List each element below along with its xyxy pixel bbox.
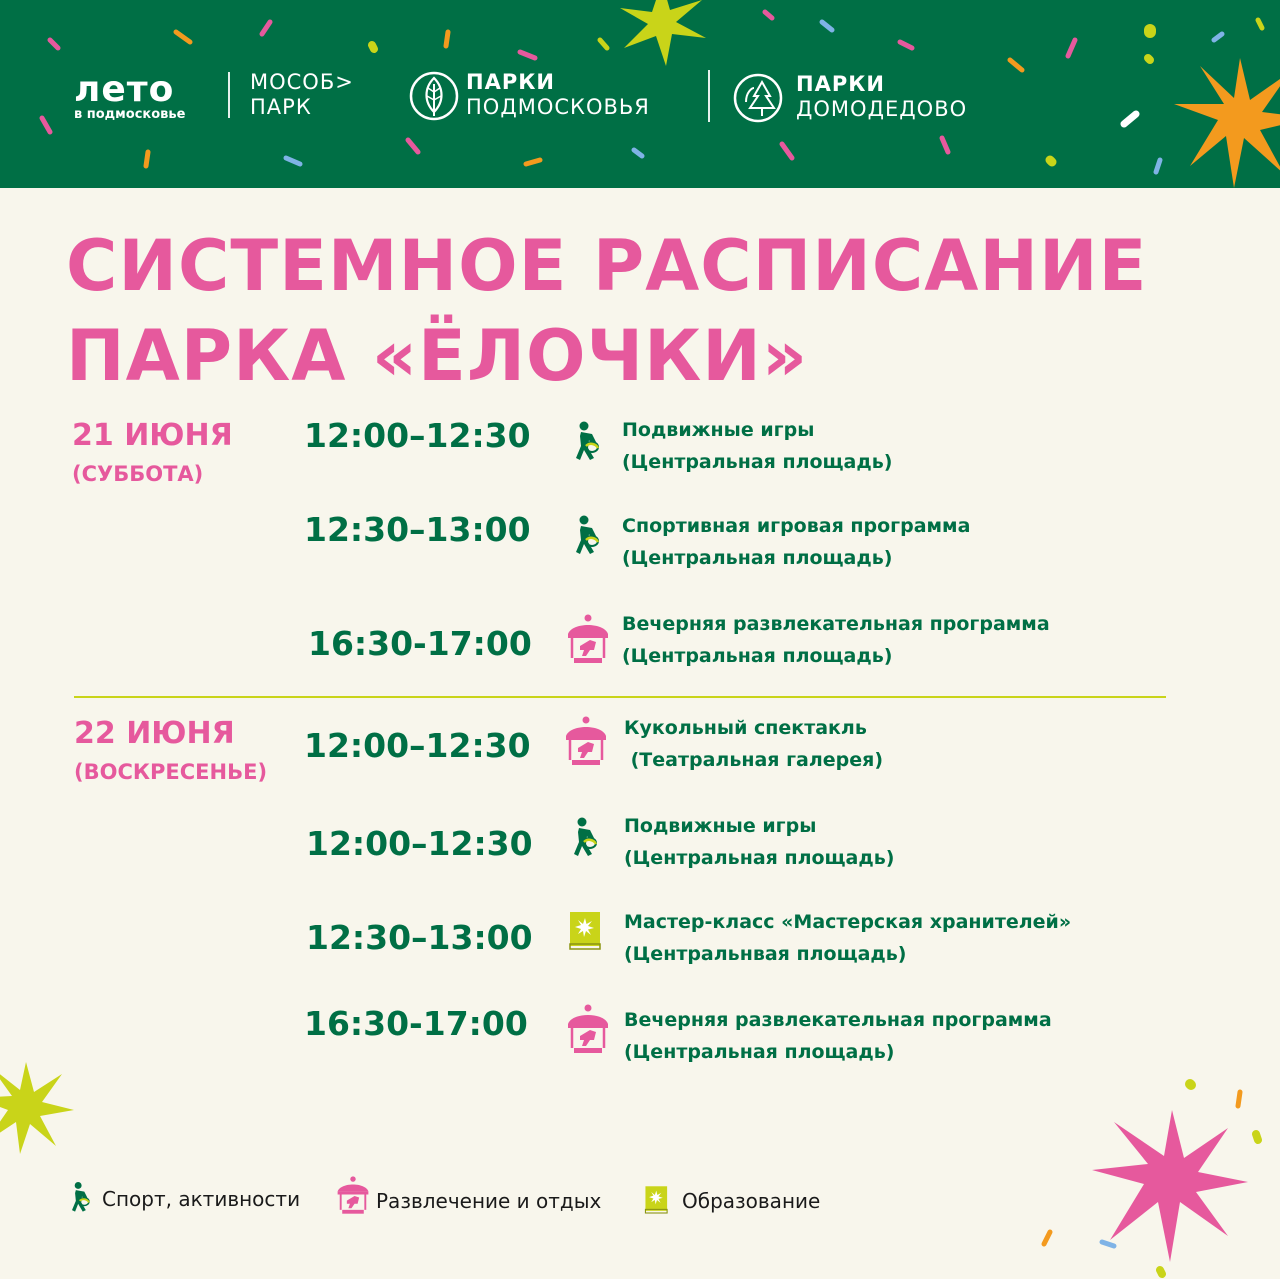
event-place: (Центральная площадь) — [624, 847, 895, 869]
education-book-icon — [568, 910, 604, 952]
event-place: (Центральная площадь) — [622, 451, 893, 473]
legend-entertainment-label: Развлечение и отдых — [376, 1189, 602, 1213]
leaf-icon — [408, 70, 460, 122]
event-time: 12:00–12:30 — [304, 726, 531, 765]
tree-icon — [732, 72, 784, 124]
day-date: 21 ИЮНЯ — [72, 418, 233, 453]
event-name: Подвижные игры — [622, 419, 815, 441]
mosoblpark-line2: ПАРК — [250, 95, 312, 119]
parki-domodedovo-logo — [796, 72, 967, 122]
parki-podmoskovya-logo — [466, 70, 650, 120]
parki-podmoskovya-line2: ПОДМОСКОВЬЯ — [466, 95, 650, 119]
event-place: (Центральная площадь) — [622, 547, 893, 569]
mosoblpark-line1: МОСОБ> — [250, 70, 354, 94]
logo-divider — [708, 70, 710, 122]
event-place: (Центральная площадь) — [622, 645, 893, 667]
event-time: 12:30–13:00 — [306, 918, 533, 957]
event-time: 12:30–13:00 — [304, 510, 531, 549]
page-title-line1: СИСТЕМНОЕ РАСПИСАНИЕ — [66, 225, 1148, 307]
event-place: (Центральнвая площадь) — [624, 943, 907, 965]
day-weekday: (СУББОТА) — [72, 462, 204, 486]
day-date: 22 ИЮНЯ — [74, 716, 235, 751]
sport-icon — [576, 514, 602, 556]
sport-icon — [576, 420, 602, 462]
carousel-icon — [336, 1176, 370, 1216]
event-time: 12:00–12:30 — [304, 416, 531, 455]
leto-logo-subtitle: в подмосковье — [74, 107, 186, 122]
event-time: 16:30-17:00 — [304, 1004, 528, 1043]
event-name: Вечерняя развлекательная программа — [622, 613, 1050, 635]
day-weekday: (ВОСКРЕСЕНЬЕ) — [74, 760, 268, 784]
parki-domodedovo-line1: ПАРКИ — [796, 72, 885, 96]
logo-divider — [228, 72, 230, 118]
event-time: 12:00–12:30 — [306, 824, 533, 863]
parki-domodedovo-line2: ДОМОДЕДОВО — [796, 97, 968, 121]
parki-podmoskovya-line1: ПАРКИ — [466, 70, 555, 94]
event-name: Вечерняя развлекательная программа — [624, 1009, 1052, 1031]
event-place: (Центральная площадь) — [624, 1041, 895, 1063]
legend-education-label: Образование — [682, 1189, 821, 1213]
event-time: 16:30-17:00 — [308, 624, 532, 663]
sport-icon — [72, 1180, 92, 1214]
carousel-icon — [566, 1004, 610, 1056]
carousel-icon — [566, 614, 610, 666]
sport-icon — [574, 816, 600, 858]
header-banner — [0, 0, 1280, 188]
carousel-icon — [564, 716, 608, 768]
event-name: Мастер-класс «Мастерская хранителей» — [624, 911, 1072, 933]
education-book-icon — [644, 1184, 670, 1216]
event-place: (Театральная галерея) — [624, 749, 884, 771]
event-name: Спортивная игровая программа — [622, 515, 971, 537]
legend-sport-label: Спорт, активности — [102, 1187, 301, 1211]
day-divider — [74, 696, 1166, 698]
mosoblpark-logo — [250, 70, 354, 120]
page-title-line2: ПАРКА «ЁЛОЧКИ» — [66, 315, 809, 397]
leto-logo-title: лето — [74, 69, 175, 110]
leto-logo — [74, 69, 186, 122]
event-name: Кукольный спектакль — [624, 717, 867, 739]
event-name: Подвижные игры — [624, 815, 817, 837]
